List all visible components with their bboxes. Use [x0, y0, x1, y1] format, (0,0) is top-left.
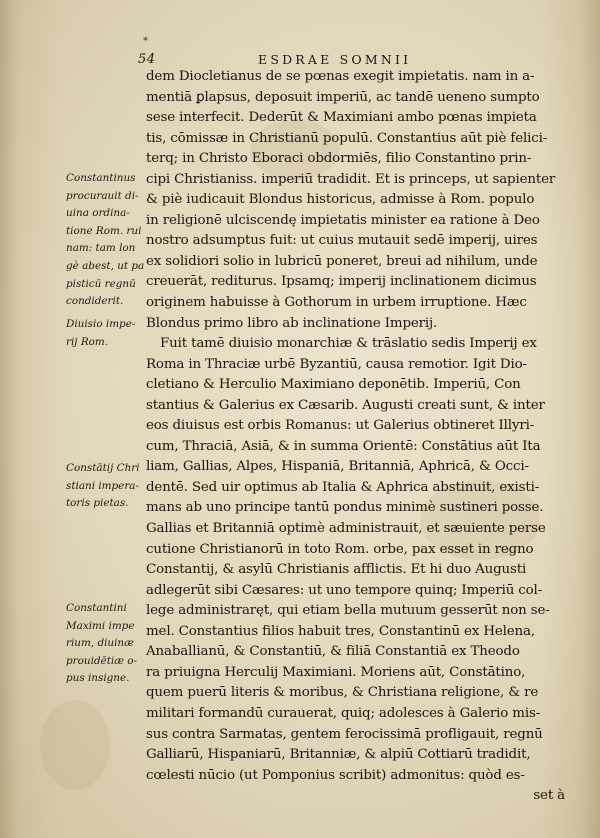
text-line: terq; in Christo Eboraci obdormiēs, filio Constantino prin- — [146, 151, 532, 167]
text-line: Blondus primo libro ab inclinatione Imperij. — [146, 315, 438, 331]
margin-note-constantini — [66, 600, 148, 688]
text-line: sese interfecit. Dederūt & Maximiani ambo pœnas impieta — [146, 110, 537, 126]
margin-note-line: Constātij Chri — [66, 462, 140, 474]
margin-note-line: Constantinus — [66, 172, 136, 184]
margin-note-line: rij Rom. — [66, 335, 109, 348]
margin-note-line: uina ordina- — [66, 207, 130, 220]
margin-note-line: tione Rom. rui — [66, 224, 142, 237]
text-line: sus contra Sarmatas, gentem ferocissimā profligauit, regnū — [146, 726, 543, 742]
margin-note-line: pisticū regnū — [66, 277, 136, 290]
signature-mark: * — [143, 36, 148, 47]
text-line: Anaballianū, & Constantiū, & filiā Constantiā ex Theodo — [146, 644, 520, 660]
margin-note-line: pus insigne. — [66, 672, 130, 685]
text-line: cipi Christianiss. imperiū tradidit. Et is princeps, ut sapienter — [146, 171, 556, 187]
margin-note-constantij — [66, 460, 148, 513]
margin-note-line: gè abest, ut pa — [66, 259, 145, 272]
page-number: 54 — [138, 52, 156, 67]
text-line: dem Diocletianus de se pœnas exegit impietatis. nam in a- — [146, 69, 535, 84]
text-line: adlegerūt sibi Cæsares: ut uno tempore quinq; Imperiū col- — [146, 582, 543, 598]
text-line: & piè iudicauit Blondus historicus, admisse à Rom. populo — [146, 192, 535, 208]
text-line: dentē. Sed uir optimus ab Italia & Aphrica abstinuit, existi- — [146, 479, 540, 495]
margin-note-line: toris pietas. — [66, 497, 129, 510]
running-head: ESDRAE SOMNII — [258, 52, 412, 67]
text-line: ex solidiori solio in lubricū poneret, breui ad nihilum, unde — [146, 253, 538, 269]
text-line: tis, cōmissæ in Christianū populū. Constantius aūt piè felici- — [146, 130, 548, 146]
text-line: lege administraręt, qui etiam bella mutuum gesserūt non se- — [146, 603, 550, 619]
margin-note-line: Constantini — [66, 602, 127, 614]
text-line: cum, Thraciā, Asiā, & in summa Orientē: Constātius aūt Ita — [146, 438, 541, 454]
catchword: set à — [533, 788, 565, 804]
margin-note-line: nam: tam lon — [66, 242, 136, 255]
text-line: quem puerū literis & moribus, & Christiana religione, & re — [146, 685, 539, 701]
margin-note-line: Maximi impe — [66, 619, 135, 632]
margin-note-constantinus — [66, 170, 148, 311]
text-line: mentiā ꝑlapsus, deposuit imperiū, ac tandē ueneno sumpto — [146, 89, 540, 105]
text-line: cutione Christianorū in toto Rom. orbe, pax esset in regno — [146, 541, 534, 557]
paper-stain — [40, 700, 110, 790]
margin-note-line: condiderit. — [66, 295, 124, 308]
text-line: Fuit tamē diuisio monarchiæ & trāslatio sedis Imperij ex — [160, 336, 537, 352]
text-line: ra priuigna Herculij Maximiani. Moriens aūt, Constātino, — [146, 664, 526, 680]
margin-note-line: stiani impera- — [66, 479, 139, 492]
text-line: stantius & Galerius ex Cæsarib. Augusti creati sunt, & inter — [146, 397, 545, 413]
text-line: in religionē ulciscendę impietatis minister ea ratione à Deo — [146, 212, 540, 228]
text-line: originem habuisse à Gothorum in urbem irruptione. Hæc — [146, 295, 527, 311]
text-line: creuerāt, rediturus. Ipsamq; imperij inclinationem dicimus — [146, 274, 537, 290]
text-line: nostro adsumptus fuit: ut cuius mutauit sedē imperij, uires — [146, 233, 538, 249]
margin-note-line: rium, diuinæ — [66, 637, 134, 650]
main-text-block — [146, 67, 565, 807]
text-line: cletiano & Herculio Maximiano deponētib. Imperiū, Con — [146, 377, 521, 393]
text-line: mans ab uno principe tantū pondus minimè sustineri posse. — [146, 500, 544, 516]
margin-note-line: Diuisio impe- — [66, 318, 136, 330]
text-line — [146, 766, 558, 787]
text-line: Constantij, & asylū Christianis afflictis. Et hi duo Augusti — [146, 562, 527, 578]
text-line: Roma in Thraciæ urbē Byzantiū, causa remotior. Igit Dio- — [146, 356, 527, 372]
margin-note-line: procurauit di- — [66, 189, 139, 202]
margin-note-diuisio — [66, 316, 148, 351]
text-line: Galliarū, Hispaniarū, Britanniæ, & alpiū Cottiarū tradidit, — [146, 747, 531, 763]
catchword-line — [146, 786, 565, 807]
text-line: Gallias et Britanniā optimè administrauit, et sæuiente perse — [146, 521, 546, 537]
margin-note-line: prouidētiæ o- — [66, 654, 138, 667]
text-line: mel. Constantius filios habuit tres, Constantinū ex Helena, — [146, 623, 535, 639]
text-line-content: cœlesti nūcio (ut Pomponius scribit) admonitus: quòd es- — [146, 767, 525, 783]
text-line: liam, Gallias, Alpes, Hispaniā, Britanniā, Aphricā, & Occi- — [146, 459, 529, 475]
text-line: militari formandū curauerat, quiq; adolesces à Galerio mis- — [146, 705, 541, 721]
text-line: eos diuisus est orbis Romanus: ut Galerius obtineret Illyri- — [146, 418, 535, 434]
